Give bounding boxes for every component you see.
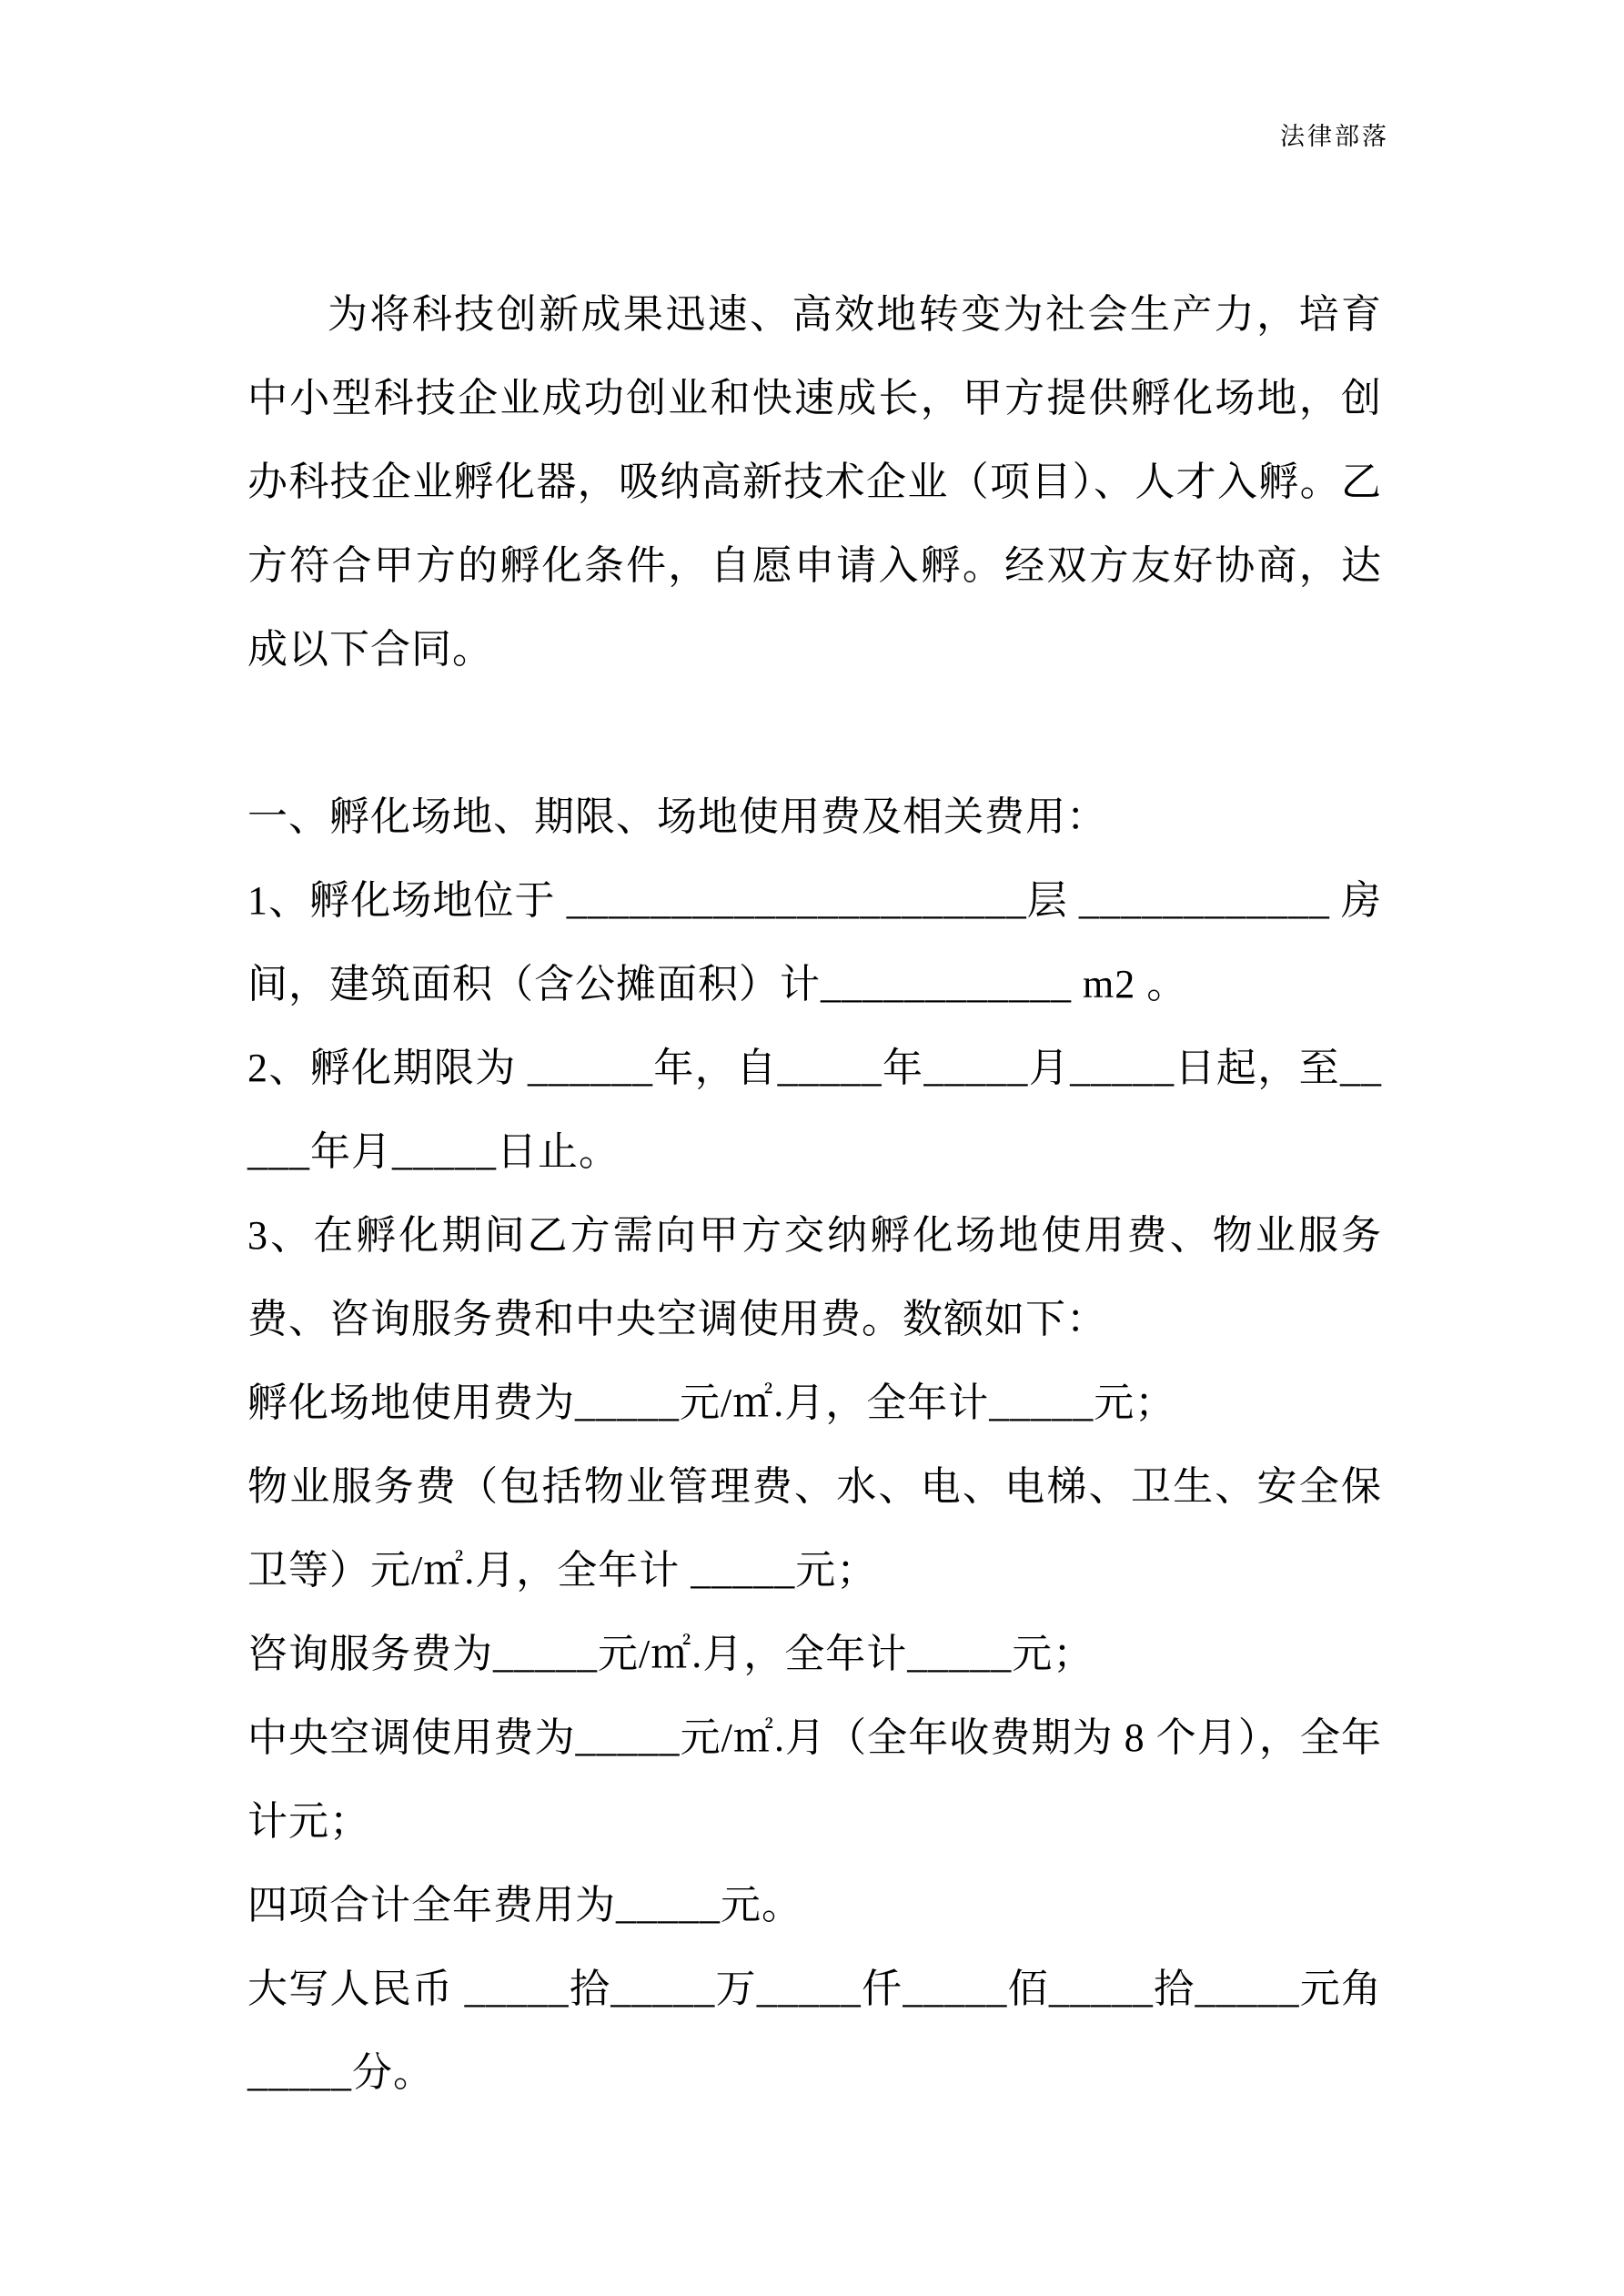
intro-paragraph: 为将科技创新成果迅速、高效地转变为社会生产力，培育中小型科技企业成功创业和快速成长，甲方提供孵化场地，创办科技企业孵化器，吸纳高新技术企业（项目）、人才入孵。乙方符合甲方的孵化条件，自愿申请入孵。经双方友好协商，达成以下合同。 <box>247 292 1382 672</box>
clause-site-usage-fee: 孵化场地使用费为_____元/㎡.月，全年计_____元； <box>247 1381 1176 1425</box>
site-watermark: 法律部落 <box>1280 123 1389 150</box>
clause-property-service-fee: 物业服务费（包括物业管理费、水、电、电梯、卫生、安全保卫等）元/㎡.月，全年计 _____元； <box>247 1464 1382 1593</box>
clause-annual-total: 四项合计全年费用为_____元。 <box>247 1883 802 1927</box>
clause-consulting-fee: 咨询服务费为_____元/㎡.月，全年计_____元； <box>247 1632 1094 1676</box>
clause-incubation-location: 1、孵化场地位于 ______________________层 ____________ 房间，建筑面积（含公摊面积）计____________ m2 。 <box>247 878 1382 1006</box>
clause-fees-overview: 3、在孵化期间乙方需向甲方交纳孵化场地使用费、物业服务费、咨询服务费和中央空调使用费。数额如下： <box>247 1213 1382 1341</box>
clause-amount-in-words: 大写人民币 _____拾_____万_____仟_____佰_____拾_____元角_____分。 <box>247 1967 1382 2095</box>
section-heading: 一、孵化场地、期限、场地使用费及相关费用： <box>247 794 1107 839</box>
document-body <box>247 273 1382 2115</box>
clause-air-conditioning-fee: 中央空调使用费为_____元/㎡.月（全年收费期为 8 个月），全年计元； <box>247 1715 1382 1844</box>
clause-incubation-term: 2、孵化期限为 ______年，自_____年_____月_____日起，至_____年月_____日止。 <box>247 1046 1382 1174</box>
